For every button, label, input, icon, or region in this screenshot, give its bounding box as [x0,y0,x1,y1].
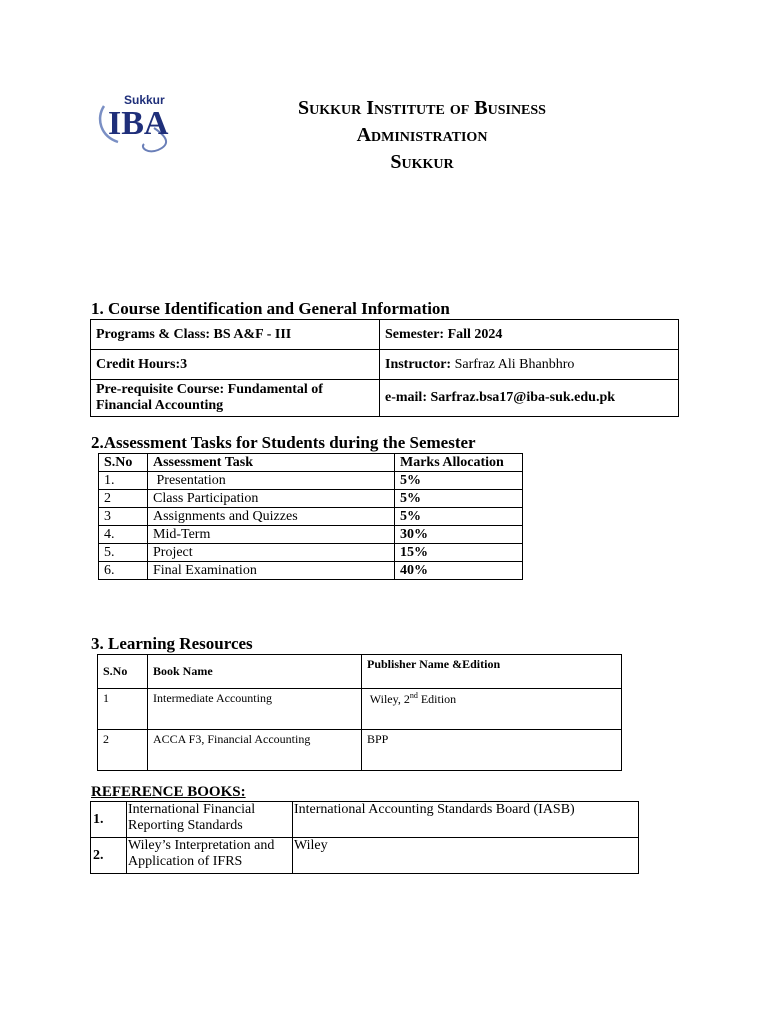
row-task: Mid-Term [148,526,395,544]
institute-line-3: Sukkur [390,151,454,173]
row-marks: 5% [395,508,523,526]
table-row [91,802,639,838]
logo-main-text: IBA [108,105,169,142]
table-row [91,350,679,380]
table-row [91,380,679,417]
row-sno: 6. [99,562,148,580]
instructor-label: Instructor: [385,356,452,372]
row-task: Assignments and Quizzes [148,508,395,526]
table-row [98,730,622,771]
institute-line-1: Sukkur Institute of Business [298,97,546,119]
table-header-row [98,655,622,689]
row-marks: 40% [395,562,523,580]
table-header-row [99,454,523,472]
section-1-title: 1. Course Identification and General Information [91,299,450,318]
row-sno: 3 [99,508,148,526]
course-info-table [90,319,679,417]
row-marks: 5% [395,472,523,490]
row-sno: 4. [99,526,148,544]
table-row [99,544,523,562]
header-marks: Marks Allocation [395,454,523,472]
ref-no: 2. [91,838,127,874]
semester-cell: Semester: Fall 2024 [380,320,679,350]
row-book: Intermediate Accounting [148,689,362,730]
row-task: Presentation [148,472,395,490]
credit-hours-cell: Credit Hours:3 [91,350,380,380]
learning-resources-table [97,654,622,771]
row-task: Project [148,544,395,562]
row-marks: 30% [395,526,523,544]
header-publisher: Publisher Name &Edition [362,655,622,689]
logo-top-text: Sukkur [124,93,165,107]
row-task: Final Examination [148,562,395,580]
row-sno: 1. [99,472,148,490]
assessment-table [98,453,523,580]
row-task: Class Participation [148,490,395,508]
section-3-title: 3. Learning Resources [91,634,253,653]
ref-title: Wiley’s Interpretation and Application of IFRS [127,838,293,874]
ref-publisher: Wiley [293,838,639,874]
instructor-cell [380,350,679,380]
email-cell: e-mail: Sarfraz.bsa17@iba-suk.edu.pk [380,380,679,417]
table-row [91,838,639,874]
instructor-value: Sarfraz Ali Bhanbhro [451,356,575,372]
table-row [98,689,622,730]
publisher-sup: nd [409,691,418,700]
iba-logo [96,88,182,154]
table-row [99,526,523,544]
row-sno: 1 [98,689,148,730]
institute-heading [200,95,644,176]
section-2-title: 2.Assessment Tasks for Students during the Semester [91,433,476,452]
table-row [99,472,523,490]
reference-books-title: REFERENCE BOOKS: [91,784,246,800]
header-sno: S.No [98,655,148,689]
ref-publisher: International Accounting Standards Board (IASB) [293,802,639,838]
header-sno: S.No [99,454,148,472]
table-row [99,490,523,508]
programs-cell: Programs & Class: BS A&F - III [91,320,380,350]
row-publisher [362,730,622,771]
header-book: Book Name [148,655,362,689]
ref-no: 1. [91,802,127,838]
publisher-text: BPP [367,732,389,746]
prerequisite-cell: Pre-requisite Course: Fundamental of Financial Accounting [91,380,380,417]
header-task: Assessment Task [148,454,395,472]
institute-line-2: Administration [356,124,488,146]
row-book: ACCA F3, Financial Accounting [148,730,362,771]
row-sno: 5. [99,544,148,562]
publisher-text: Wiley, 2 [367,692,410,706]
table-row [99,562,523,580]
reference-books-table [90,801,639,874]
row-sno: 2 [98,730,148,771]
row-marks: 5% [395,490,523,508]
ref-title: International Financial Reporting Standards [127,802,293,838]
publisher-edition: Edition [417,692,457,706]
row-marks: 15% [395,544,523,562]
table-row [91,320,679,350]
row-sno: 2 [99,490,148,508]
row-publisher [362,689,622,730]
table-row [99,508,523,526]
